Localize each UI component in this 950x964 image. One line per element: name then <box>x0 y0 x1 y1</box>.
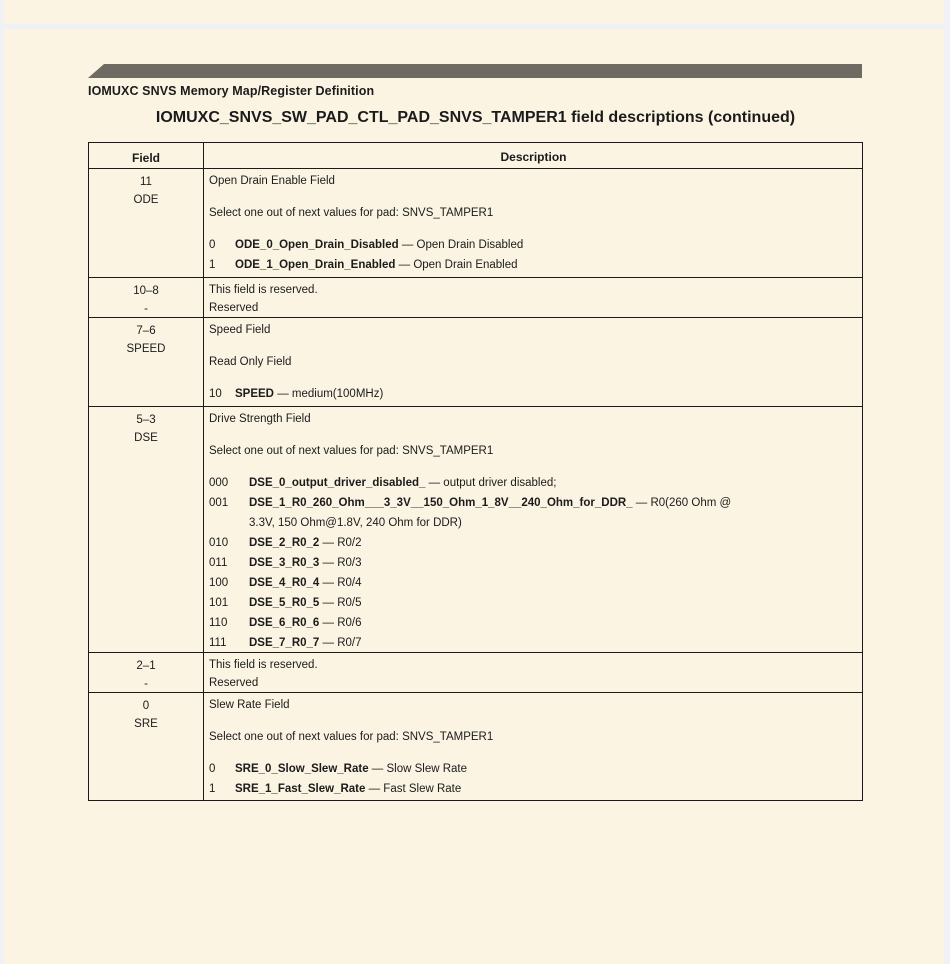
value-desc: — medium(100MHz) <box>277 388 384 400</box>
col-header-field: Field <box>89 143 204 168</box>
breadcrumb: IOMUXC SNVS Memory Map/Register Definition <box>88 84 375 98</box>
desc-paragraph: Drive Strength Field <box>209 413 311 425</box>
description-cell <box>204 407 862 652</box>
value-line <box>209 553 858 573</box>
spacer <box>209 429 858 441</box>
description-cell <box>204 653 862 692</box>
value-desc: — R0/7 <box>322 637 362 649</box>
value-line <box>209 573 858 593</box>
value-text <box>235 779 858 799</box>
value-name: ODE_0_Open_Drain_Disabled <box>235 239 399 251</box>
spacer <box>209 340 858 352</box>
value-desc: — R0/2 <box>322 537 362 549</box>
page-card <box>4 29 944 964</box>
value-code: 0 <box>209 763 216 775</box>
value-text <box>235 759 858 779</box>
value-line <box>209 759 858 779</box>
value-name: ODE_1_Open_Drain_Enabled <box>235 259 396 271</box>
value-text <box>249 633 858 652</box>
value-desc: — R0/5 <box>322 597 362 609</box>
value-desc: — Fast Slew Rate <box>368 783 462 795</box>
value-text <box>249 553 858 573</box>
value-code: 111 <box>209 637 227 649</box>
value-name: DSE_1_R0_260_Ohm___3_3V__150_Ohm_1_8V__240_Ohm_for_DDR_ <box>249 497 633 509</box>
desc-paragraph: Reserved <box>209 677 259 689</box>
value-code: 1 <box>209 783 216 795</box>
desc-paragraph: Speed Field <box>209 324 271 336</box>
value-line <box>209 533 858 553</box>
value-code: 0 <box>209 239 216 251</box>
value-code: 100 <box>209 577 229 589</box>
description-cell <box>204 169 862 277</box>
field-name: ODE <box>133 194 159 206</box>
desc-paragraph: Select one out of next values for pad: SNVS_TAMPER1 <box>209 731 494 743</box>
value-text <box>235 255 858 275</box>
field-descriptions-table <box>88 142 863 801</box>
field-cell <box>89 653 204 692</box>
value-text <box>249 593 858 613</box>
value-code: 000 <box>209 477 229 489</box>
value-desc: — R0/3 <box>322 557 362 569</box>
value-line <box>209 779 858 799</box>
value-desc: — Open Drain Enabled <box>398 259 518 271</box>
desc-paragraph: Read Only Field <box>209 356 292 368</box>
col-header-description: Description <box>500 149 567 164</box>
table-header-row <box>89 143 862 168</box>
value-line <box>209 473 858 493</box>
value-text <box>249 533 858 553</box>
spacer <box>209 191 858 203</box>
field-cell <box>89 318 204 406</box>
description-cell <box>204 278 862 317</box>
value-desc: — Slow Slew Rate <box>371 763 468 775</box>
value-code: 10 <box>209 388 222 400</box>
value-desc: — Open Drain Disabled <box>401 239 524 251</box>
spacer <box>209 372 858 384</box>
field-bits: 5–3 <box>136 414 156 426</box>
value-line <box>209 384 858 404</box>
value-name: DSE_3_R0_3 <box>249 557 320 569</box>
spacer <box>209 223 858 235</box>
value-line <box>209 613 858 633</box>
desc-paragraph: Open Drain Enable Field <box>209 175 335 187</box>
value-desc: — R0(260 Ohm @ <box>635 497 732 509</box>
value-desc: — output driver disabled; <box>428 477 557 489</box>
page-title: IOMUXC_SNVS_SW_PAD_CTL_PAD_SNVS_TAMPER1 field descriptions (continued) <box>155 109 796 126</box>
top-page-strip <box>4 0 944 24</box>
value-code: 001 <box>209 497 229 509</box>
value-text <box>235 384 858 404</box>
spacer <box>209 747 858 759</box>
value-code: 010 <box>209 537 229 549</box>
value-name: DSE_4_R0_4 <box>249 577 320 589</box>
description-cell <box>204 318 862 406</box>
field-name: DSE <box>134 432 158 444</box>
description-cell <box>204 693 862 800</box>
value-line <box>209 633 858 652</box>
value-name: DSE_7_R0_7 <box>249 637 320 649</box>
field-cell <box>89 278 204 317</box>
field-cell <box>89 407 204 652</box>
table-row <box>89 652 862 692</box>
value-desc-wrap: 3.3V, 150 Ohm@1.8V, 240 Ohm for DDR) <box>249 517 462 529</box>
field-bits: 10–8 <box>133 285 159 297</box>
field-name: SRE <box>134 718 158 730</box>
table-row <box>89 277 862 317</box>
value-code: 1 <box>209 259 216 271</box>
desc-paragraph: Slew Rate Field <box>209 699 290 711</box>
value-line <box>209 255 858 275</box>
value-line <box>209 493 858 533</box>
value-code: 110 <box>209 617 228 629</box>
field-bits: 11 <box>140 176 152 188</box>
value-text <box>249 473 858 493</box>
field-bits: 2–1 <box>136 660 156 672</box>
value-name: SRE_0_Slow_Slew_Rate <box>235 763 369 775</box>
value-name: DSE_2_R0_2 <box>249 537 320 549</box>
section-banner-bar <box>88 64 862 78</box>
desc-paragraph: Select one out of next values for pad: SNVS_TAMPER1 <box>209 207 494 219</box>
field-name: - <box>144 303 148 315</box>
field-bits: 0 <box>142 700 150 712</box>
value-text <box>249 493 858 533</box>
value-text <box>235 235 858 255</box>
value-desc: — R0/4 <box>322 577 362 589</box>
desc-paragraph: Reserved <box>209 302 259 314</box>
table-row <box>89 168 862 277</box>
table-row <box>89 406 862 652</box>
field-cell <box>89 693 204 800</box>
desc-paragraph: This field is reserved. <box>209 284 318 296</box>
value-text <box>249 613 858 633</box>
table-row <box>89 692 862 800</box>
value-name: SPEED <box>235 388 274 400</box>
value-line <box>209 235 858 255</box>
value-text <box>249 573 858 593</box>
field-cell <box>89 169 204 277</box>
value-name: SRE_1_Fast_Slew_Rate <box>235 783 366 795</box>
spacer <box>209 461 858 473</box>
value-name: DSE_5_R0_5 <box>249 597 320 609</box>
desc-paragraph: This field is reserved. <box>209 659 318 671</box>
field-name: - <box>144 678 148 690</box>
field-name: SPEED <box>126 343 166 355</box>
table-row <box>89 317 862 406</box>
field-bits: 7–6 <box>136 325 156 337</box>
value-line <box>209 593 858 613</box>
value-code: 011 <box>209 557 228 569</box>
value-name: DSE_6_R0_6 <box>249 617 320 629</box>
spacer <box>209 715 858 727</box>
value-desc: — R0/6 <box>322 617 362 629</box>
desc-paragraph: Select one out of next values for pad: SNVS_TAMPER1 <box>209 445 494 457</box>
value-name: DSE_0_output_driver_disabled_ <box>249 477 426 489</box>
value-code: 101 <box>209 597 229 609</box>
